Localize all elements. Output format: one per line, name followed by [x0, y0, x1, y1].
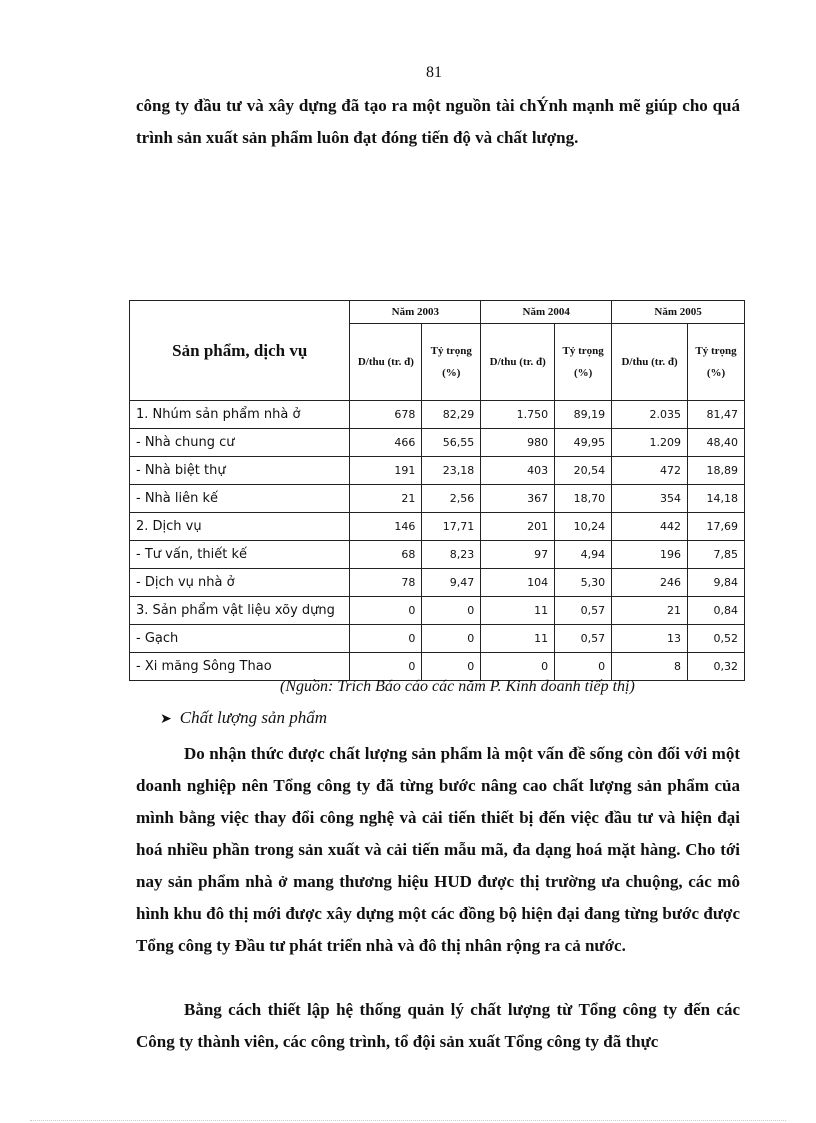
cell-value: 354	[612, 485, 688, 513]
table-row	[130, 597, 745, 625]
row-label: - Nhà biệt thự	[130, 457, 350, 485]
cell-value: 11	[481, 625, 555, 653]
header-share: Tỷ trọng (%)	[688, 324, 745, 401]
cell-value: 678	[350, 401, 422, 429]
row-label: - Xi măng Sông Thao	[130, 653, 350, 681]
cell-value: 13	[612, 625, 688, 653]
cell-value: 0	[422, 597, 481, 625]
table-row	[130, 401, 745, 429]
cell-value: 81,47	[688, 401, 745, 429]
page-number: 81	[426, 64, 442, 81]
cell-value: 17,71	[422, 513, 481, 541]
cell-value: 0	[350, 625, 422, 653]
cell-value: 246	[612, 569, 688, 597]
cell-value: 5,30	[555, 569, 612, 597]
cell-value: 0	[350, 597, 422, 625]
cell-value: 17,69	[688, 513, 745, 541]
bullet-heading	[160, 708, 327, 728]
cell-value: 10,24	[555, 513, 612, 541]
table-row	[130, 653, 745, 681]
cell-value: 442	[612, 513, 688, 541]
table-row	[130, 429, 745, 457]
cell-value: 0	[481, 653, 555, 681]
cell-value: 466	[350, 429, 422, 457]
cell-value: 97	[481, 541, 555, 569]
cell-value: 20,54	[555, 457, 612, 485]
table-row	[130, 541, 745, 569]
cell-value: 0	[422, 625, 481, 653]
cell-value: 0,57	[555, 597, 612, 625]
cell-value: 82,29	[422, 401, 481, 429]
table-row	[130, 485, 745, 513]
cell-value: 2.035	[612, 401, 688, 429]
header-share: Tỷ trọng (%)	[422, 324, 481, 401]
cell-value: 48,40	[688, 429, 745, 457]
cell-value: 9,47	[422, 569, 481, 597]
cell-value: 472	[612, 457, 688, 485]
paragraph-intro: công ty đầu tư và xây dựng đã tạo ra một nguồn tài chÝnh mạnh mẽ giúp cho quá trình sản xuất sản phẩm luôn đạt đóng tiến độ và chất lượng.	[136, 96, 740, 147]
row-label: - Gạch	[130, 625, 350, 653]
cell-value: 201	[481, 513, 555, 541]
cell-value: 9,84	[688, 569, 745, 597]
header-year-2004: Năm 2004	[481, 301, 612, 324]
cell-value: 8	[612, 653, 688, 681]
cell-value: 980	[481, 429, 555, 457]
header-year-2003: Năm 2003	[350, 301, 481, 324]
cell-value: 56,55	[422, 429, 481, 457]
table-row	[130, 513, 745, 541]
paragraph-system: Bằng cách thiết lập hệ thống quản lý chất lượng từ Tổng công ty đến các Công ty thành viên, các công trình, tổ đội sản xuất Tổng công ty đã thực	[136, 1000, 740, 1051]
cell-value: 89,19	[555, 401, 612, 429]
cell-value: 191	[350, 457, 422, 485]
row-label: 2. Dịch vụ	[130, 513, 350, 541]
row-label: - Tư vấn, thiết kế	[130, 541, 350, 569]
cell-value: 68	[350, 541, 422, 569]
cell-value: 49,95	[555, 429, 612, 457]
cell-value: 0,52	[688, 625, 745, 653]
header-revenue: D/thu (tr. đ)	[612, 324, 688, 401]
row-label: - Nhà chung cư	[130, 429, 350, 457]
cell-value: 0,57	[555, 625, 612, 653]
paragraph-quality: Do nhận thức được chất lượng sản phẩm là một vấn đề sống còn đối với một doanh nghiệp nên Tổng công ty đã từng bước nâng cao chất lượng sản phẩm của mình bằng việc thay đổi công nghệ và cải tiến thiết bị đến việc đầu tư và hiện đại hoá nhiều phần trong sản xuất và cải tiến mẫu mã, đa dạng hoá mặt hàng. Cho tới nay sản phẩm nhà ở mang thương hiệu HUD được thị trường ưa chuộng, các mô hình khu đô thị mới được xây dựng một các đồng bộ hiện đại đang từng bước được Tổng công ty Đầu tư phát triển nhà và đô thị nhân rộng ra cả nước.	[136, 744, 740, 955]
arrow-bullet-icon: ➤	[160, 711, 172, 727]
cell-value: 0	[350, 653, 422, 681]
cell-value: 1.750	[481, 401, 555, 429]
cell-value: 403	[481, 457, 555, 485]
cell-value: 21	[350, 485, 422, 513]
cell-value: 2,56	[422, 485, 481, 513]
cell-value: 14,18	[688, 485, 745, 513]
cell-value: 78	[350, 569, 422, 597]
footer-divider	[30, 1120, 786, 1121]
cell-value: 1.209	[612, 429, 688, 457]
cell-value: 104	[481, 569, 555, 597]
bullet-heading-text: Chất lượng sản phẩm	[179, 708, 328, 727]
table-row	[130, 457, 745, 485]
cell-value: 0,84	[688, 597, 745, 625]
revenue-table	[129, 300, 745, 681]
cell-value: 7,85	[688, 541, 745, 569]
header-year-2005: Năm 2005	[612, 301, 745, 324]
cell-value: 146	[350, 513, 422, 541]
cell-value: 21	[612, 597, 688, 625]
row-label: 1. Nhúm sản phẩm nhà ở	[130, 401, 350, 429]
table-row	[130, 625, 745, 653]
header-product: Sản phẩm, dịch vụ	[130, 301, 350, 401]
cell-value: 8,23	[422, 541, 481, 569]
cell-value: 18,89	[688, 457, 745, 485]
cell-value: 18,70	[555, 485, 612, 513]
row-label: - Nhà liên kế	[130, 485, 350, 513]
source-note: (Nguồn: Trích Báo cáo các năm P. Kinh doanh tiếp thị)	[280, 678, 635, 695]
header-revenue: D/thu (tr. đ)	[481, 324, 555, 401]
row-label: 3. Sản phẩm vật liệu xõy dựng	[130, 597, 350, 625]
cell-value: 23,18	[422, 457, 481, 485]
cell-value: 367	[481, 485, 555, 513]
header-share: Tỷ trọng (%)	[555, 324, 612, 401]
cell-value: 0	[422, 653, 481, 681]
cell-value: 4,94	[555, 541, 612, 569]
cell-value: 11	[481, 597, 555, 625]
header-revenue: D/thu (tr. đ)	[350, 324, 422, 401]
row-label: - Dịch vụ nhà ở	[130, 569, 350, 597]
cell-value: 0	[555, 653, 612, 681]
cell-value: 196	[612, 541, 688, 569]
cell-value: 0,32	[688, 653, 745, 681]
table-row	[130, 569, 745, 597]
